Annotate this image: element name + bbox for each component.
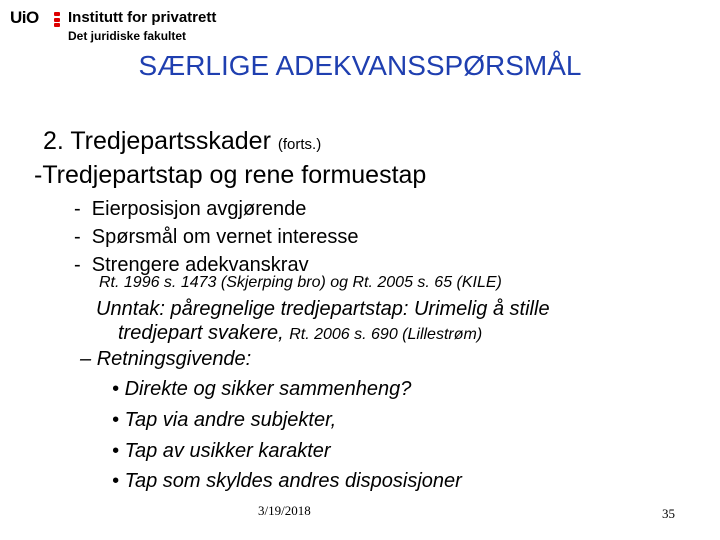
dash-item: - Strengere adekvanskrav [74, 254, 309, 276]
case-reference: Rt. 1996 s. 1473 (Skjerping bro) og Rt. 2005 s. 65 (KILE) [99, 274, 502, 291]
exception-line-2 [118, 322, 482, 345]
dash-item: - Eierposisjon avgjørende [74, 198, 307, 220]
section-heading [43, 127, 321, 156]
bullet-icon: • [112, 470, 120, 492]
bullet-text: Tap av usikker karakter [124, 440, 331, 462]
sub-heading: -Tredjepartstap og rene formuestap [34, 161, 427, 189]
section-heading-main: 2. Tredjepartsskader [43, 127, 271, 155]
bullet-icon: • [112, 440, 120, 462]
dash-item-text: Strengere adekvanskrav [91, 254, 309, 276]
slide-title: SÆRLIGE ADEKVANSSPØRSMÅL [138, 50, 582, 81]
section-heading-note: (forts.) [277, 136, 322, 153]
page-number: 35 [662, 506, 675, 521]
bullet-item [112, 440, 331, 463]
bullet-text: Tap via andre subjekter, [124, 409, 337, 431]
bullet-text: Tap som skyldes andres disposisjoner [124, 470, 462, 492]
logo-mark-icon [52, 12, 62, 27]
guiding-text: Retningsgivende: [96, 348, 252, 370]
bullet-item [112, 378, 411, 401]
bullet-item [112, 470, 462, 493]
bullet-icon: • [112, 409, 120, 431]
bullet-icon: • [112, 378, 120, 400]
logo-uio-text: UiO [10, 8, 39, 27]
logo-institute: Institutt for privatrett [68, 9, 217, 26]
bullet-text: Direkte og sikker sammenheng? [124, 378, 412, 400]
exception-text: tredjepart svakere, [118, 322, 284, 344]
guiding-heading: – Retningsgivende: [80, 348, 252, 370]
footer-date: 3/19/2018 [258, 503, 311, 518]
bullet-item [112, 409, 336, 432]
logo-faculty: Det juridiske fakultet [68, 29, 187, 43]
exception-line-1: Unntak: påregnelige tredjepartstap: Urimelig å stille [96, 298, 550, 320]
dash-item-text: Eierposisjon avgjørende [91, 198, 307, 220]
exception-reference: Rt. 2006 s. 690 (Lillestrøm) [289, 326, 483, 343]
dash-item-text: Spørsmål om vernet interesse [91, 226, 359, 248]
dash-item: - Spørsmål om vernet interesse [74, 226, 359, 248]
